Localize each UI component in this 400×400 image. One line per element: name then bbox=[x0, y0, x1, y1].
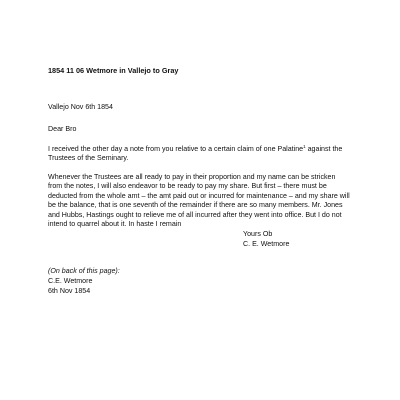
closing-phrase: Yours Ob bbox=[243, 230, 273, 238]
paragraph-2-line: Whenever the Trustees are all ready to pay in their proportion and my name can be stricken bbox=[48, 173, 336, 181]
salutation: Dear Bro bbox=[48, 125, 77, 133]
paragraph-2-line: and Hubbs, Hastings ought to relieve me of all incurred after they went into office. But I do not bbox=[48, 210, 342, 219]
paragraph-2-line: deducted from the whole amt – the amt paid out or incurred for maintenance – and my share will bbox=[48, 191, 350, 200]
paragraph-1-line-2: Trustees of the Seminary. bbox=[48, 154, 129, 163]
back-date: 6th Nov 1854 bbox=[48, 287, 91, 295]
footnote-marker: 1 bbox=[303, 144, 306, 149]
paragraph-2 bbox=[48, 173, 358, 229]
paragraph-1-line-1 bbox=[48, 145, 358, 154]
paragraph-1-text-start: I received the other day a note from you relative to a certain claim of one Palatine bbox=[48, 145, 304, 153]
paragraph-1-text-end: against the bbox=[305, 145, 343, 153]
paragraph-2-line: intend to quarrel about it. In haste I remain bbox=[48, 220, 182, 229]
paragraph-2-line: from the notes, I will also endeavor to be ready to pay my share. But first – there must be bbox=[48, 182, 327, 191]
back-name: C.E. Wetmore bbox=[48, 277, 93, 285]
signature: C. E. Wetmore bbox=[243, 240, 290, 248]
dateline: Vallejo Nov 6th 1854 bbox=[48, 103, 113, 111]
document-title: 1854 11 06 Wetmore in Vallejo to Gray bbox=[48, 66, 179, 75]
paragraph-1 bbox=[48, 145, 358, 164]
back-of-page-note: (On back of this page): bbox=[48, 267, 120, 275]
paragraph-2-line: be the balance, that is one seventh of the remainder if there are so many members. Mr. Jones bbox=[48, 201, 343, 210]
